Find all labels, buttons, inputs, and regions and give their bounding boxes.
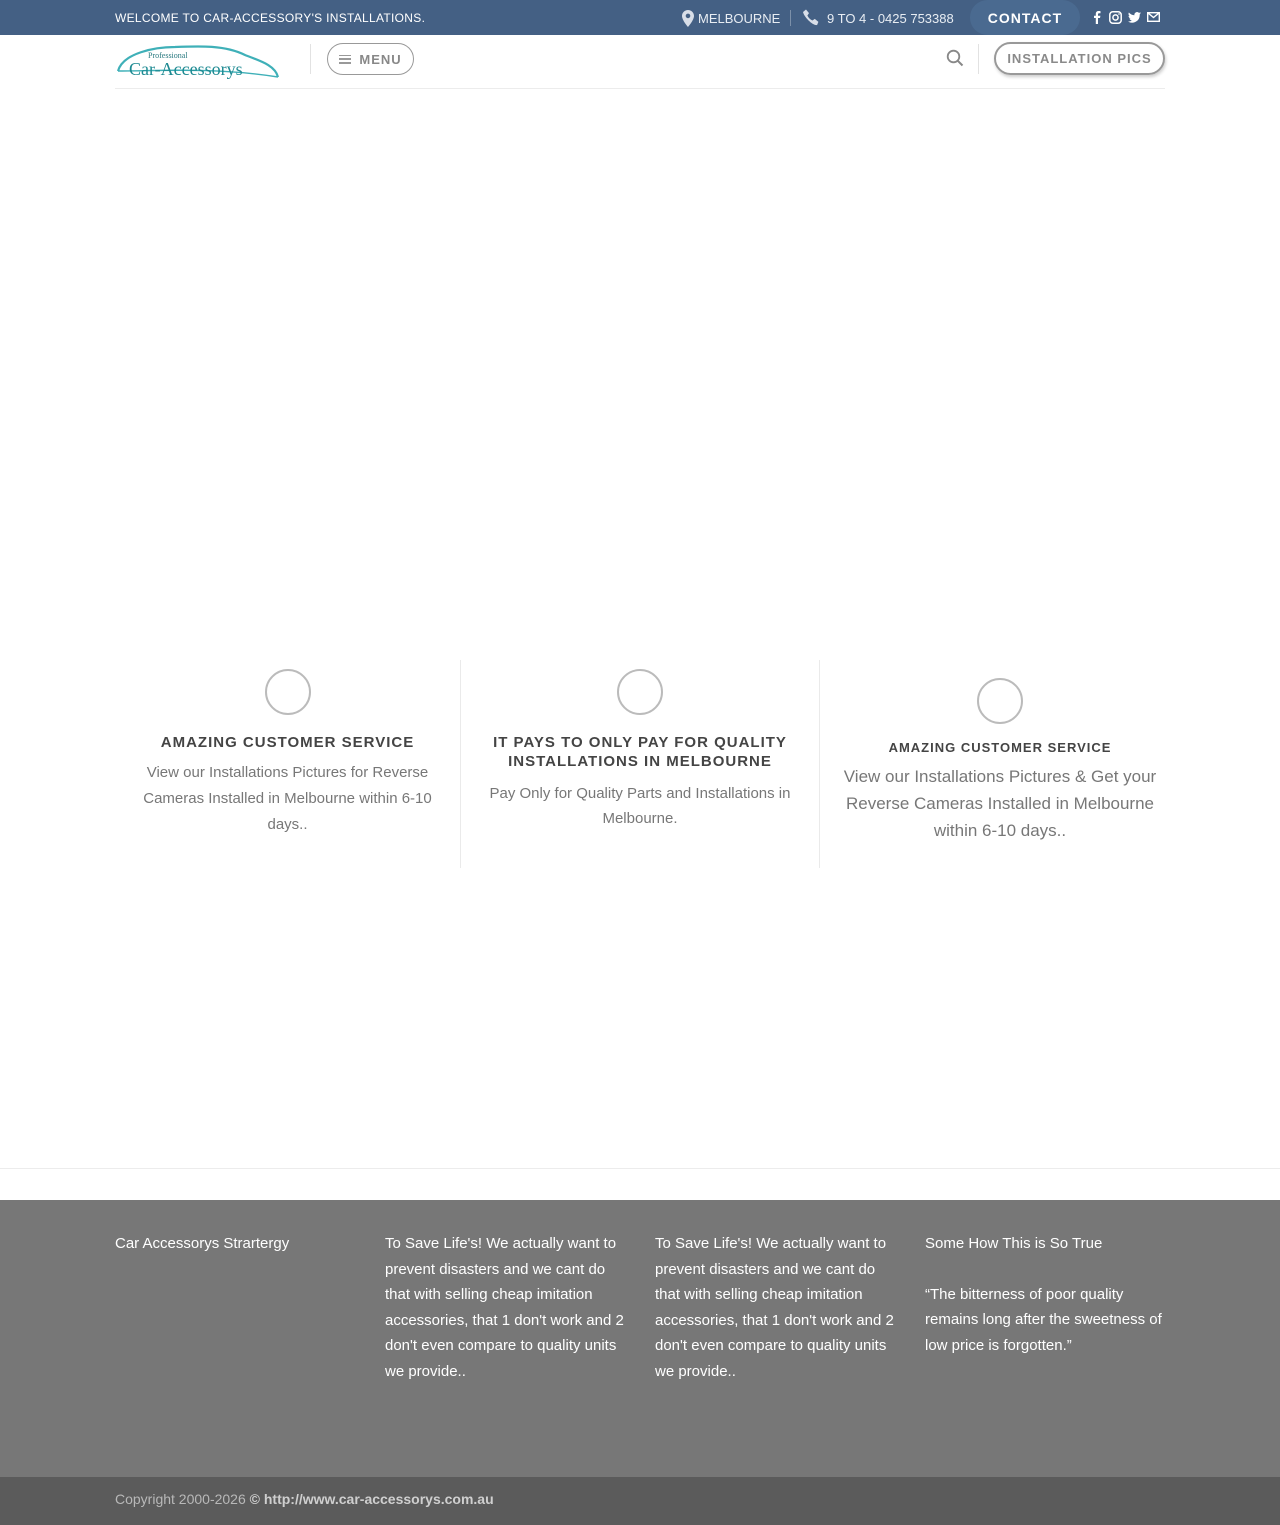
divider	[310, 44, 311, 74]
feature-text: View our Installations Pictures & Get your Reverse Cameras Installed in Melbourne within 6-10 days..	[843, 767, 1157, 840]
feature-title: AMAZING CUSTOMER SERVICE	[888, 740, 1112, 755]
copyright-link[interactable]: © http://www.car-accessorys.com.au	[249, 1491, 494, 1507]
social-links	[1090, 10, 1160, 24]
installation-pics-button[interactable]: INSTALLATION PICS	[994, 42, 1165, 75]
twitter-icon[interactable]	[1128, 10, 1141, 24]
copyright-text	[115, 1491, 494, 1507]
feature-icon-circle	[977, 678, 1023, 724]
logo-main-text: Car-Accessorys	[129, 59, 243, 79]
email-icon[interactable]	[1147, 10, 1160, 24]
feature-icon-circle	[265, 669, 311, 715]
footer-column	[385, 1231, 625, 1385]
section-divider	[0, 1168, 1280, 1169]
feature-text: View our Installations Pictures for Reverse Cameras Installed in Melbourne within 6-10 days..	[143, 764, 432, 833]
footer-text: To Save Life's! We actually want to prevent disasters and we cant do that with selling cheap imitation accessories, that 1 don't work and 2 don't even compare to quality units we provide..	[655, 1235, 894, 1380]
footer-column	[115, 1231, 355, 1257]
menu-button[interactable]	[327, 43, 414, 75]
feature-icon-circle	[617, 669, 663, 715]
footer	[0, 1200, 1280, 1477]
footer-heading: Car Accessorys Strartergy	[115, 1235, 290, 1252]
logo-small-text: Professional	[148, 51, 188, 60]
location-label: MELBOURNE	[698, 10, 781, 26]
footer-text: To Save Life's! We actually want to prevent disasters and we cant do that with selling cheap imitation accessories, that 1 don't work and 2 don't even compare to quality units we provide..	[385, 1235, 624, 1380]
feature-box	[115, 660, 460, 868]
instagram-icon[interactable]	[1109, 10, 1122, 24]
feature-box	[460, 660, 820, 868]
hamburger-icon	[339, 55, 351, 64]
footer-column	[655, 1231, 895, 1385]
divider	[790, 10, 791, 26]
site-logo[interactable]	[115, 41, 280, 83]
menu-label: MENU	[359, 51, 402, 67]
copyright-bar	[0, 1477, 1280, 1525]
phone-icon	[802, 9, 821, 27]
feature-title: AMAZING CUSTOMER SERVICE	[160, 734, 415, 751]
footer-heading: Some How This is So True	[925, 1235, 1103, 1252]
divider	[978, 44, 979, 74]
header-divider	[115, 88, 1165, 89]
feature-text: Pay Only for Quality Parts and Installations in Melbourne.	[489, 785, 791, 827]
main-header	[0, 35, 1280, 89]
map-pin-icon	[682, 10, 694, 27]
search-icon[interactable]	[946, 49, 964, 67]
location-link[interactable]	[682, 9, 780, 27]
contact-button[interactable]: CONTACT	[970, 0, 1080, 35]
copyright-prefix: Copyright 2000-2026	[115, 1491, 250, 1507]
top-bar	[0, 0, 1280, 35]
phone-label: 9 TO 4 - 0425 753388	[827, 10, 954, 26]
welcome-text: WELCOME TO CAR-ACCESSORY'S INSTALLATIONS.	[115, 11, 426, 25]
phone-link[interactable]	[802, 9, 954, 27]
footer-column	[925, 1231, 1165, 1358]
feature-box	[835, 660, 1165, 868]
footer-quote: “The bitterness of poor quality remains long after the sweetness of low price is forgotten.”	[925, 1285, 1162, 1354]
facebook-icon[interactable]	[1090, 10, 1103, 24]
feature-title: IT PAYS TO ONLY PAY FOR QUALITY INSTALLATIONS IN MELBOURNE	[493, 734, 787, 770]
